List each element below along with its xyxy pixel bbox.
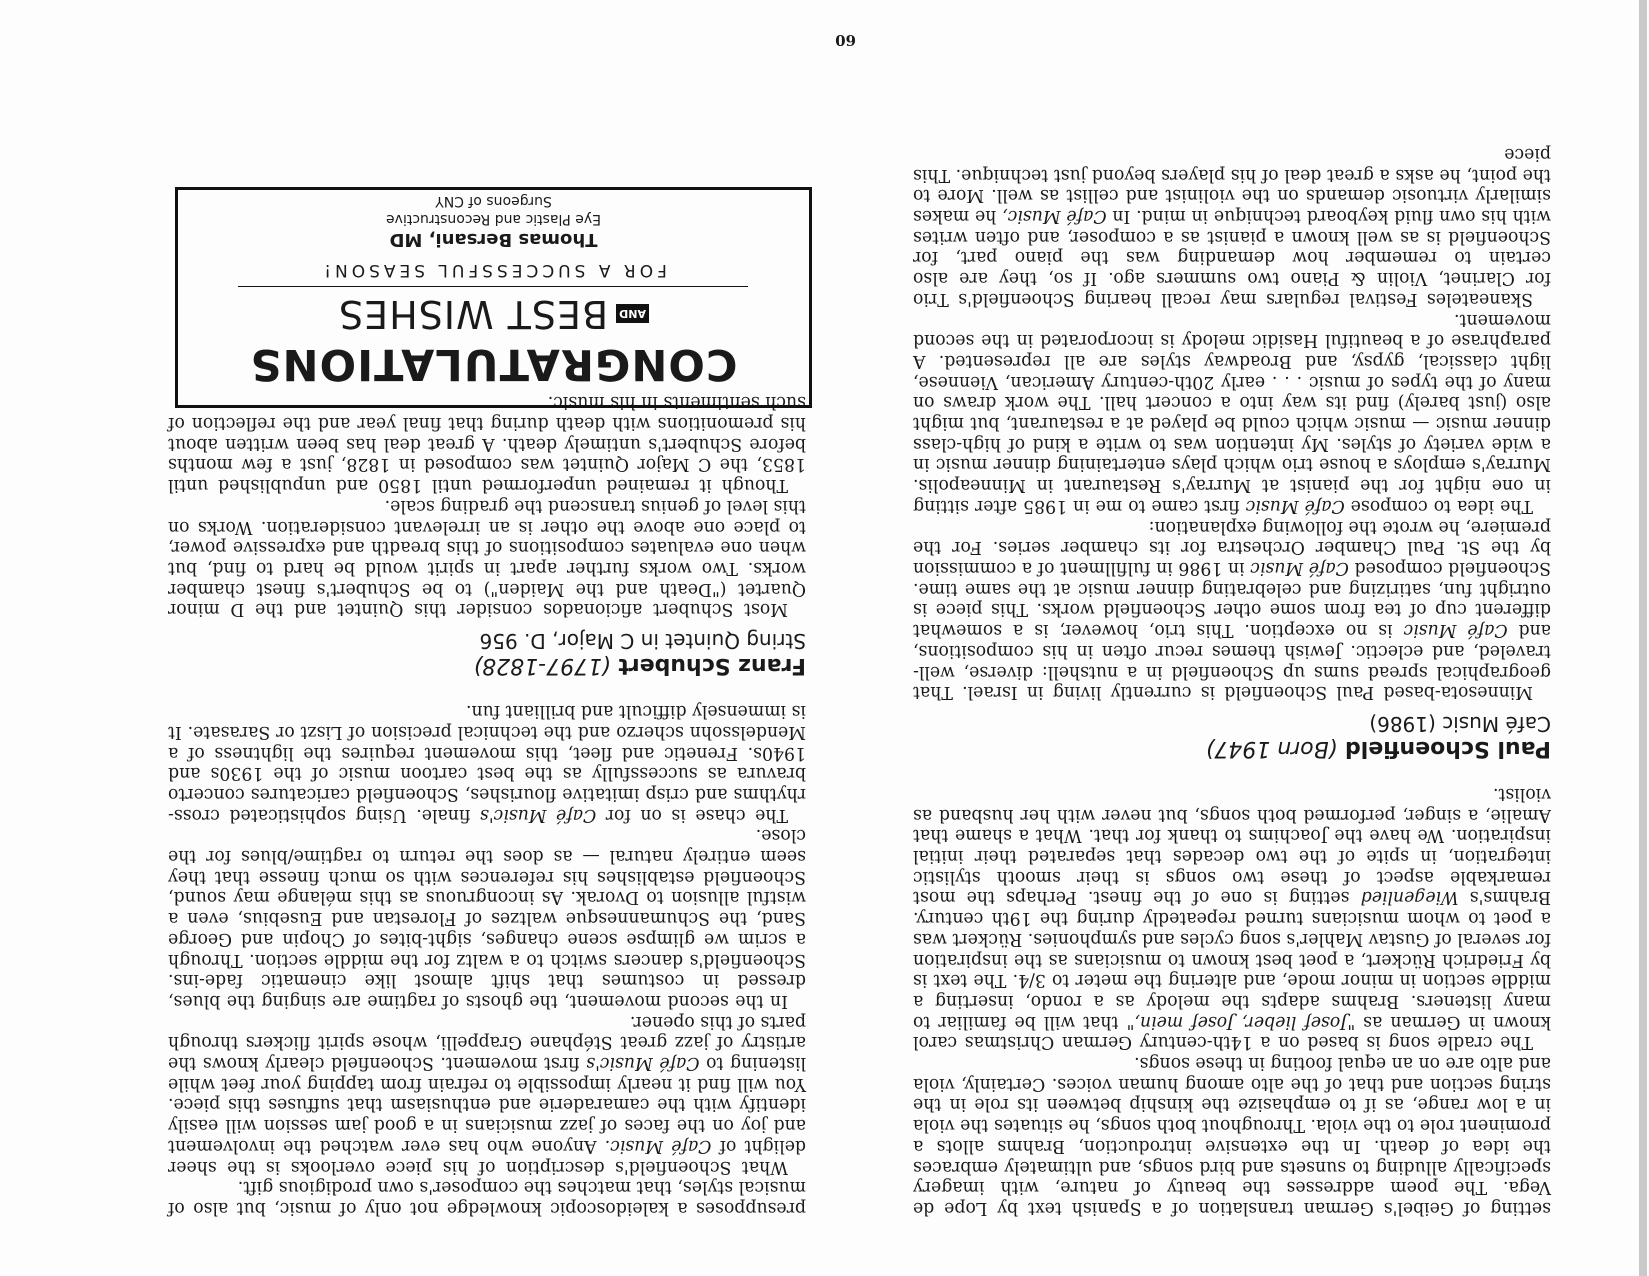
- and-badge: AND: [616, 305, 649, 324]
- composer-heading-schubert: [168, 629, 806, 678]
- paragraph: In the second movement, the ghosts of ragtime are singing the blues, dressed in costumes that shift almost like cinematic fade-ins. Schoenfield's dancers switch to a waltz for the middle section. Through a scrim we glimpse scene changes, sight-bites of Chopin and George Sand, the Schumannesque waltzes of Florestan and Eusebius, even a wistful allusion to Dvorak. As incongruous as this mélange may sound, Schoenfield establishes his references with so much finesse that they seem entirely natural — as does the return to ragtime/blues for the close.: [168, 825, 806, 1011]
- composer-name: Paul Schoenfield: [1344, 736, 1551, 762]
- binding-edge: [1639, 0, 1647, 1276]
- sponsor-line-1: Eye Plastic and Reconstructive: [386, 211, 601, 227]
- page-number: 60: [835, 31, 856, 49]
- work-title: Café Music (1986): [1369, 712, 1551, 737]
- paragraph: Skaneateles Festival regulars may recall hearing Schoenfield's Trio for Clarinet, Violin & Piano two summers ago. If so, they are also certain to remember how demanding was the piano part, for Schoenfield is as well known a pianist as a composer, and often writes with his own fluid keyboard technique in mind. In Café Music, he makes similarly virtuosic demands on the violinist and cellist as well. More to the point, he asks a great deal of his players beyond just technique. This piece: [913, 143, 1551, 309]
- paragraph: The chase is on for Café Music's finale. Using sophisticated cross-rhythms and crisp imitative flourishes, Schoenfield caricatures concerto bravura as successfully as the best cartoon music of the 1930s and 1940s. Frenetic and fleet, this movement requires the lightness of a Mendelssohn scherzo and the technical precision of Liszt or Sarasate. It is immensely difficult and brilliant fun.: [168, 701, 806, 825]
- paragraph: Minnesota-based Paul Schoenfield is currently living in Israel. That geographical spread sums up Schoenfield in a nutshell: diverse, well-traveled, and eclectic. Jewish themes recur often in his compositions, and Café Music is no exception. This trio, however, is a somewhat different cup of tea from some other Schoenfield works. This piece is outright fun, satirizing and celebrating dinner music at the same time. Schoenfield composed Café Music in 1986 in fulfillment of a commission by the St. Paul Chamber Orchestra for its chamber series. For the premiere, he wrote the following explanation:: [913, 516, 1551, 703]
- work-title: String Quintet in C Major, D. 956: [479, 629, 806, 654]
- ad-headline: CONGRATULATIONS: [249, 339, 738, 389]
- sponsor-name: Thomas Bersani, MD: [389, 229, 598, 250]
- paragraph: What Schoenfield's description of his piece overlooks is the sheer delight of Café Music. Anyone who has ever watched the involvement and joy on the faces of jazz musicians in a good jam session will easily identify with the camaraderie and enthusiasm that suffuses this piece. You will find it nearly impossible to refrain from tapping your feet while listening to Café Music's first movement. Schoenfield clearly knows the artistry of jazz great Stéphane Grappelli, whose spirit flickers through parts of this opener.: [167, 1011, 806, 1177]
- sponsor-line-2: Surgeons of CNY: [435, 193, 552, 209]
- right-column: [168, 392, 806, 1218]
- paragraph: Though it remained unperformed until 1850 and unpublished until 1853, the C Major Quintet was composed in 1828, just a few months before Schubert's untimely death. A great deal has been written about his premonitions with death during that final year and the reflection of such sentiments in his music.: [168, 392, 806, 496]
- ad-best-wishes-row: [178, 293, 809, 335]
- paragraph: The cradle song is based on a 14th-century German Christmas carol known in German as "Josef lieber, Josef mein," that will be familiar to many listeners. Brahms adapts the melody as a rondo, inserting a middle section in minor mode, and altering the meter to 3/4. The text is by Friedrich Rückert, a poet best known to musicians as the inspiration for several of Gustav Mahler's song cycles and symphonies. Rückert was a poet to whom musicians turned repeatedly during the 19th century. Brahms's Wiegenlied setting is one of the finest. Perhaps the most remarkable aspect of these two songs is their smooth stylistic integration, in spite of the two decades that separated their initial inspiration. We have the Joachims to thank for that. What a shame that Amalie, a singer, performed both songs, but never with her husband as violist.: [912, 783, 1551, 1053]
- left-column: [913, 143, 1551, 1218]
- paragraph: setting of Geibel's German translation of a Spanish text by Lope de Vega. The poem addresses the beauty of nature, with imagery specifically alluding to sunsets and bird songs, and ultimately embraces the idea of death. In the extensive introduction, Brahms allots a prominent role to the viola. Throughout both songs, he situates the viola in a low range, as if to emphasize the kinship between its role in the string section and that of the alto among human voices. Certainly, viola and alto are on an equal footing in these songs.: [913, 1053, 1551, 1218]
- composer-name: Franz Schubert: [618, 653, 806, 679]
- paragraph: Most Schubert aficionados consider this Quintet and the D minor Quartet ("Death and the Maiden") to be Schubert's finest chamber works. Two works further apart in spirit would be hard to find, but when one evaluates compositions of this breadth and expressive power, to place one above the other is an irrelevant consideration. Works on this level of genius transcend the grading scale.: [168, 495, 806, 620]
- sponsor-ad: [175, 187, 812, 408]
- ad-tagline: FOR A SUCCESSFUL SEASON!: [320, 260, 667, 280]
- quotation: The idea to compose Café Music first came to me in 1985 after sitting in one night for the pianist at Murray's Restaurant in Minneapolis. Murray's employs a house trio which plays entertaining dinner music in a wide variety of styles. My intention was to write a kind of high-class dinner music — music which could be played at a restaurant, but might also (just barely) find its way into a concert hall. The work draws on many of the types of music . . . early 20th-century American, Viennese, light classical, gypsy, and Broadway styles are all represented. A paraphrase of a beautiful Hasidic melody is incorporated in the second movement.: [913, 309, 1551, 516]
- paragraph: presupposes a kaleidoscopic knowledge not only of music, but also of musical styles, that matches the composer's own prodigious gift.: [168, 1177, 806, 1218]
- ad-best-wishes: BEST WISHES: [338, 292, 609, 336]
- composer-dates: (1797-1828): [473, 653, 611, 679]
- composer-dates: (Born 1947): [1205, 736, 1338, 762]
- composer-heading-schoenfield: [913, 712, 1551, 761]
- ad-divider: [239, 286, 749, 287]
